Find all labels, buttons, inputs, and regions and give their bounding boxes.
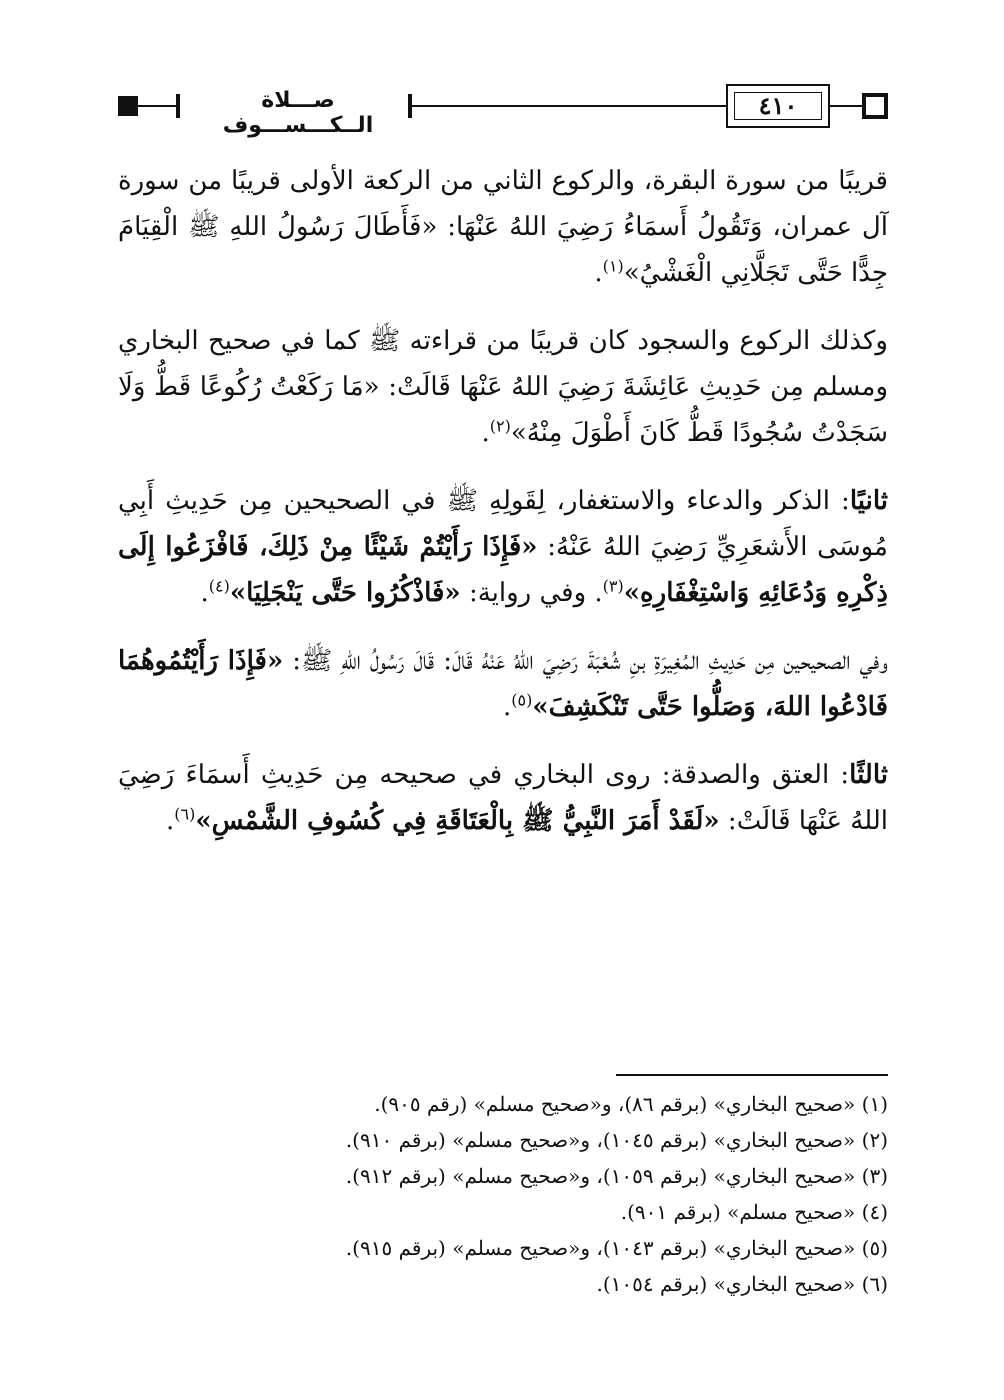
paragraph-1-end: . xyxy=(594,258,603,288)
paragraph-3-text-2: . وفي رواية: xyxy=(460,578,603,608)
header-rule-middle xyxy=(412,105,726,107)
hadith-quote-4: «فَاذْكُرُوا حَتَّى يَنْجَلِيَا» xyxy=(229,578,461,608)
paragraph-3 xyxy=(118,478,888,616)
header-left-square-ornament xyxy=(118,96,138,116)
paragraph-3-end: . xyxy=(200,578,209,608)
hadith-quote-5: «فَإِذَا رَأَيْتُمُوهُمَا فَادْعُوا اللهَ، وَصَلُّوا حَتَّى تَنْكَشِفَ» xyxy=(118,646,888,722)
footnote-2: (٢) «صحيح البخاري» (برقم ١٠٤٥)، و«صحيح مسلم» (برقم ٩١٠). xyxy=(345,1128,888,1152)
footnote-4: (٤) «صحيح مسلم» (برقم ٩٠١). xyxy=(620,1200,888,1224)
footnote-1: (١) «صحيح البخاري» (برقم ٨٦)، و«صحيح مسلم» (رقم ٩٠٥). xyxy=(374,1092,888,1116)
point-heading-second: ثانيًا xyxy=(849,486,888,516)
footnote-separator xyxy=(616,1074,888,1076)
footnote-ref-4[interactable]: (٤) xyxy=(208,576,230,596)
footnote-5: (٥) «صحيح البخاري» (برقم ١٠٤٣)، و«صحيح مسلم» (برقم ٩١٥). xyxy=(345,1236,888,1260)
paragraph-2-end: . xyxy=(481,418,490,448)
paragraph-2 xyxy=(118,318,888,456)
chapter-title: صـــلاة الــكـــســـوف xyxy=(222,88,374,138)
paragraph-5-end: . xyxy=(165,806,175,836)
footnote-ref-6[interactable]: (٦) xyxy=(174,804,196,824)
header-right-square-ornament xyxy=(862,93,888,119)
header-rule-left xyxy=(138,105,178,107)
footnote-3: (٣) «صحيح البخاري» (برقم ١٠٥٩)، و«صحيح مسلم» (برقم ٩١٢). xyxy=(345,1164,888,1188)
paragraph-4 xyxy=(118,638,888,730)
footnote-ref-1[interactable]: (١) xyxy=(602,256,624,276)
paragraph-4-text: وفي الصحيحين مِن حَدِيثِ المُغِيرَةِ بنِ شُعْبَةَ رَضِيَ اللهُ عَنْهُ قَالَ: قَالَ رَسُولُ اللهِ ﷺ: xyxy=(283,646,888,676)
footnote-ref-5[interactable]: (٥) xyxy=(511,690,533,710)
paragraph-1 xyxy=(118,158,888,296)
footnote-6: (٦) «صحيح البخاري» (برقم ١٠٥٤). xyxy=(596,1272,888,1296)
hadith-quote-3: «فَإِذَا رَأَيْتُمْ شَيْئًا مِنْ ذَلِكَ، فَافْزَعُوا إِلَى ذِكْرِهِ وَدُعَائِهِ وَاسْتِغْفَارِهِ» xyxy=(118,532,888,608)
footnotes xyxy=(118,1086,888,1302)
header-rule-right xyxy=(830,105,864,107)
paragraph-3-text: : الذكر والدعاء والاستغفار، لِقَولِهِ ﷺ في الصحيحين مِن حَدِيثِ أَبِي مُوسَى الأَشعَرِيِّ رَضِيَ اللهُ عَنْهُ: xyxy=(118,486,888,562)
page-number: ٤١٠ xyxy=(726,84,830,128)
main-text xyxy=(118,158,888,866)
paragraph-2-text: وكذلك الركوع والسجود كان قريبًا من قراءته ﷺ كما في صحيح البخاري ومسلم مِن حَدِيثِ عَائِشَةَ رَضِيَ اللهُ عَنْهَا قَالَتْ: «مَا رَكَعْتُ رُكُوعًا قَطُّ وَلَا سَجَدْتُ سُجُودًا قَطُّ كَانَ أَطْوَلَ مِنْهُ» xyxy=(118,326,888,448)
footnote-ref-2[interactable]: (٢) xyxy=(489,416,511,436)
header-bar-ornament-left xyxy=(176,94,180,118)
paragraph-1-text: قريبًا من سورة البقرة، والركوع الثاني من الركعة الأولى قريبًا من سورة آل عمران، وَتَقُولُ أَسمَاءُ رَضِيَ اللهُ عَنْهَا: «فَأَطَالَ رَسُولُ اللهِ ﷺ الْقِيَامَ جِدًّا حَتَّى تَجَلَّانِي الْغَشْيُ» xyxy=(118,166,888,288)
point-heading-third: ثالثًا xyxy=(849,760,888,790)
footnote-ref-3[interactable]: (٣) xyxy=(602,576,624,596)
paragraph-5 xyxy=(118,752,888,844)
page-header xyxy=(118,84,888,138)
hadith-quote-6: «لَقَدْ أَمَرَ النَّبِيُّ ﷺ بِالْعَتَاقَةِ فِي كُسُوفِ الشَّمْسِ» xyxy=(195,806,720,836)
paragraph-5-text: : العتق والصدقة: روى البخاري في صحيحه مِن حَدِيثِ أَسمَاءَ رَضِيَ اللهُ عَنْهَا قَالَتْ: xyxy=(118,760,888,836)
paragraph-4-end: . xyxy=(502,692,512,722)
